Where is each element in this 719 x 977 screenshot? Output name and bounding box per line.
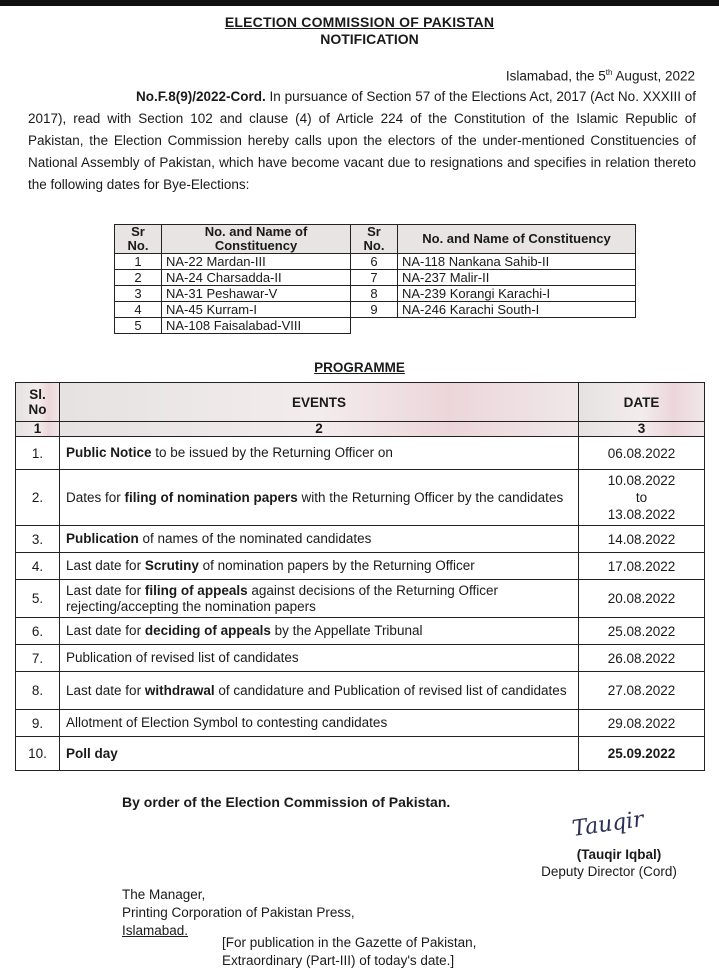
cell-constituency: NA-108 Faisalabad-VIII [162,318,351,334]
col-header-date: DATE [579,383,705,422]
cell-sl: 3. [16,526,60,553]
paragraph-text: In pursuance of Section 57 of the Elections Act, 2017 (Act No. XXXIII of 2017), read with Section 102 and clause (4) of Article 224 of the Constitution of the Islamic Republic of Pakistan, the Election Commission hereby calls upon the electors of the under-mentioned Constituencies of National Assembly of Pakistan, which have become vacant due to resignations and specifies in relation thereto the following dates for Bye-Elections: [28,89,696,192]
col-number-1: 1 [16,422,60,437]
cell-sr: 7 [351,270,398,286]
reference-number: No.F.8(9)/2022-Cord. [136,89,266,104]
cell-event: Last date for filing of appeals against decisions of the Returning Officer rejecting/accepting the nomination papers [60,580,579,618]
notification-paragraph [28,86,696,196]
col-header-sr: Sr No. [115,225,162,254]
cell-event: Dates for filing of nomination papers with the Returning Officer by the candidates [60,470,579,526]
cell-event: Public Notice to be issued by the Returning Officer on [60,437,579,470]
gazette-line-2: Extraordinary (Part-III) of today's date.] [222,953,455,968]
programme-title: PROGRAMME [314,360,405,375]
table-row [115,302,636,318]
cell-date: 20.08.2022 [579,580,705,618]
cell-sr: 9 [351,302,398,318]
cell-date: 10.08.2022 to 13.08.2022 [579,470,705,526]
col-header-sr-2: Sr No. [351,225,398,254]
addressee-line-3: Islamabad. [122,923,189,938]
cell-sl: 9. [16,710,60,737]
cell-date: 25.09.2022 [579,737,705,771]
table-row [16,580,705,618]
cell-sr: 5 [115,318,162,334]
cell-date: 27.08.2022 [579,672,705,710]
cell-constituency: NA-239 Korangi Karachi-I [398,286,636,302]
top-border [0,0,719,6]
dateline-sup: th [605,68,613,77]
addressee-line-1: The Manager, [122,887,206,902]
empty-cell [351,318,636,334]
cell-sr: 3 [115,286,162,302]
table-row [16,710,705,737]
table-row [16,470,705,526]
table-row [16,737,705,771]
signer-title: Deputy Director (Cord) [541,864,677,879]
cell-date: 17.08.2022 [579,553,705,580]
cell-event: Last date for deciding of appeals by the Appellate Tribunal [60,618,579,645]
dateline [506,68,695,84]
col-header-events: EVENTS [60,383,579,422]
table-row [16,526,705,553]
cell-event: Last date for Scrutiny of nomination papers by the Returning Officer [60,553,579,580]
cell-sl: 8. [16,672,60,710]
cell-constituency: NA-118 Nankana Sahib-II [398,254,636,270]
cell-sr: 2 [115,270,162,286]
document-header [0,14,719,48]
gazette-line-1: [For publication in the Gazette of Pakistan, [222,935,477,950]
col-number-3: 3 [579,422,705,437]
table-row [115,254,636,270]
organization-title: ELECTION COMMISSION OF PAKISTAN [224,14,495,30]
doc-type-title: NOTIFICATION [320,31,419,47]
col-number-2: 2 [60,422,579,437]
cell-constituency: NA-31 Peshawar-V [162,286,351,302]
cell-event: Allotment of Election Symbol to contesting candidates [60,710,579,737]
cell-constituency: NA-24 Charsadda-II [162,270,351,286]
signer-block [534,846,684,880]
cell-constituency: NA-246 Karachi South-I [398,302,636,318]
cell-sr: 6 [351,254,398,270]
cell-date: 06.08.2022 [579,437,705,470]
table-row [115,286,636,302]
cell-sl: 2. [16,470,60,526]
cell-constituency: NA-22 Mardan-III [162,254,351,270]
constituencies-table [114,224,636,334]
cell-event: Publication of revised list of candidates [60,645,579,672]
cell-event: Last date for withdrawal of candidature and Publication of revised list of candidates [60,672,579,710]
cell-sl: 7. [16,645,60,672]
signer-name: (Tauqir Iqbal) [576,847,662,862]
cell-sl: 10. [16,737,60,771]
addressee-block [122,886,355,940]
col-header-sl: Sl. No [16,383,60,422]
table-row [16,645,705,672]
table-row [16,553,705,580]
cell-sl: 5. [16,580,60,618]
cell-constituency: NA-237 Malir-II [398,270,636,286]
table-row [16,437,705,470]
dateline-place: Islamabad, the 5 [505,68,606,84]
order-statement: By order of the Election Commission of Pakistan. [122,794,451,810]
signature-icon: Tauqir [570,807,646,842]
cell-constituency: NA-45 Kurram-I [162,302,351,318]
table-row [16,672,705,710]
cell-date: 14.08.2022 [579,526,705,553]
cell-date: 29.08.2022 [579,710,705,737]
table-row [115,318,636,334]
programme-table [15,382,705,771]
cell-sl: 6. [16,618,60,645]
col-header-name: No. and Name of Constituency [162,225,351,254]
gazette-note [222,934,476,970]
table-row [115,270,636,286]
cell-sl: 4. [16,553,60,580]
cell-sl: 1. [16,437,60,470]
cell-date: 25.08.2022 [579,618,705,645]
cell-event: Poll day [60,737,579,771]
cell-date: 26.08.2022 [579,645,705,672]
dateline-date: August, 2022 [612,68,695,84]
table-row [16,618,705,645]
col-header-name-2: No. and Name of Constituency [398,225,636,254]
cell-sr: 4 [115,302,162,318]
cell-event: Publication of names of the nominated candidates [60,526,579,553]
addressee-line-2: Printing Corporation of Pakistan Press, [122,905,355,920]
cell-sr: 1 [115,254,162,270]
cell-sr: 8 [351,286,398,302]
